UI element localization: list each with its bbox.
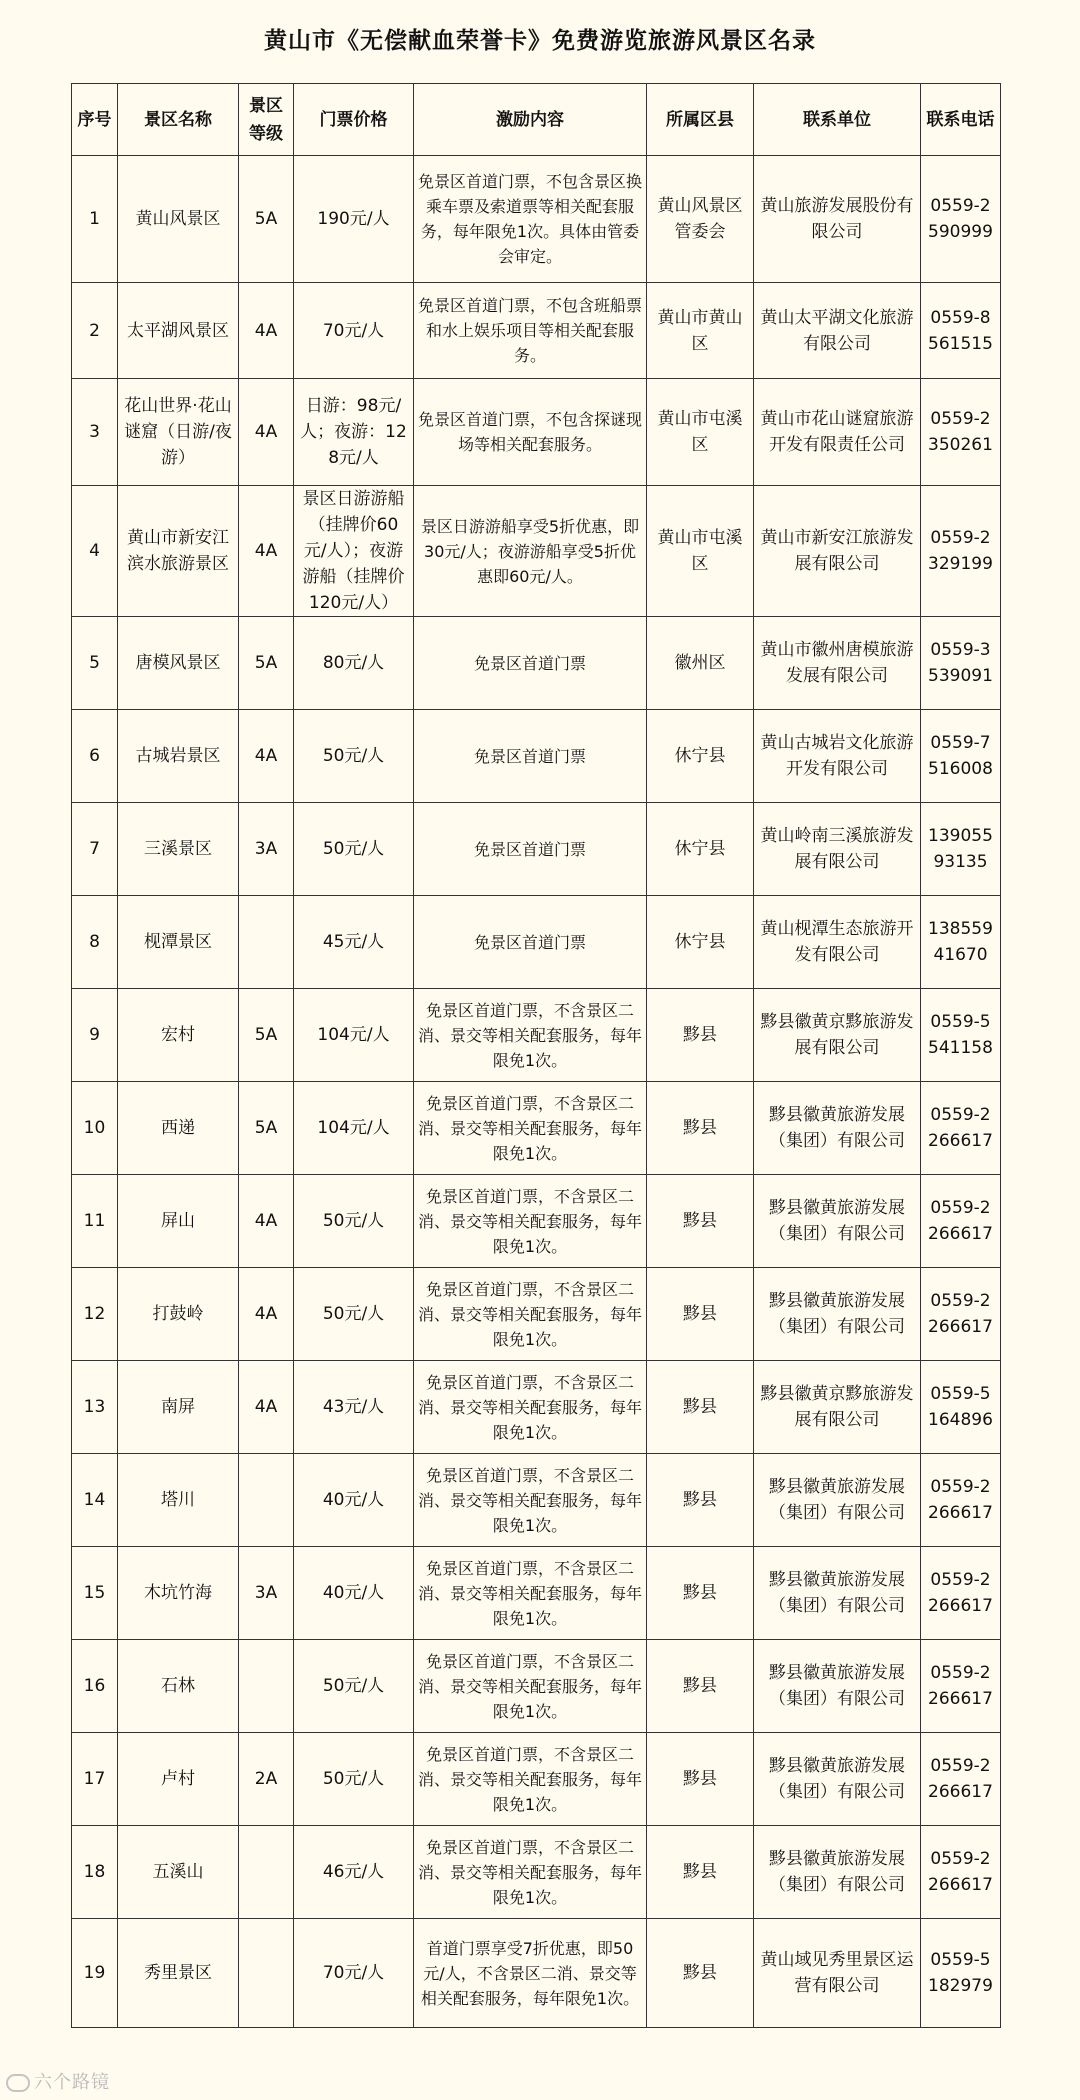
cell-phone: 0559-7516008 [921,710,1001,803]
table-row [72,1454,1001,1547]
cell-unit: 黟县徽黄旅游发展（集团）有限公司 [754,1733,921,1826]
cell-level: 4A [239,710,294,803]
cell-phone: 0559-2266617 [921,1640,1001,1733]
table-row [72,1082,1001,1175]
table-row [72,896,1001,989]
cell-district: 黟县 [647,1175,754,1268]
cell-phone: 13855941670 [921,896,1001,989]
cell-level [239,1640,294,1733]
cell-district: 徽州区 [647,617,754,710]
cell-phone: 0559-2266617 [921,1547,1001,1640]
cell-name: 南屏 [118,1361,239,1454]
cell-phone: 0559-5182979 [921,1919,1001,2028]
cell-phone: 0559-2266617 [921,1082,1001,1175]
cell-district: 黟县 [647,1361,754,1454]
cell-no: 18 [72,1826,118,1919]
cell-reward: 免景区首道门票 [414,896,647,989]
cell-price: 190元/人 [294,156,414,283]
cell-unit: 黟县徽黄旅游发展（集团）有限公司 [754,1082,921,1175]
cell-no: 9 [72,989,118,1082]
cell-district: 休宁县 [647,803,754,896]
cell-reward: 免景区首道门票，不含景区二消、景交等相关配套服务，每年限免1次。 [414,989,647,1082]
cell-phone: 0559-2266617 [921,1454,1001,1547]
cell-price: 日游：98元/人；夜游：128元/人 [294,379,414,486]
cell-phone: 0559-5541158 [921,989,1001,1082]
cell-district: 黟县 [647,1454,754,1547]
cell-unit: 黟县徽黄旅游发展（集团）有限公司 [754,1826,921,1919]
table-row [72,1826,1001,1919]
cell-price: 50元/人 [294,1733,414,1826]
cell-level: 4A [239,486,294,617]
cell-name: 塔川 [118,1454,239,1547]
cell-reward: 首道门票享受7折优惠，即50元/人，不含景区二消、景交等相关配套服务，每年限免1次。 [414,1919,647,2028]
scenic-spot-table [71,83,1001,2028]
cell-district: 黟县 [647,1547,754,1640]
header-reward: 激励内容 [414,84,647,156]
cell-phone: 0559-2266617 [921,1826,1001,1919]
cell-reward: 免景区首道门票，不包含探谜现场等相关配套服务。 [414,379,647,486]
cell-name: 古城岩景区 [118,710,239,803]
cell-district: 休宁县 [647,710,754,803]
cell-no: 5 [72,617,118,710]
table-row [72,989,1001,1082]
cell-district: 黄山市屯溪区 [647,379,754,486]
table-row [72,1547,1001,1640]
table-row [72,803,1001,896]
cell-reward: 景区日游游船享受5折优惠，即30元/人；夜游游船享受5折优惠即60元/人。 [414,486,647,617]
cell-name: 唐模风景区 [118,617,239,710]
cell-district: 黟县 [647,1919,754,2028]
header-level: 景区等级 [239,84,294,156]
cell-phone: 0559-2266617 [921,1268,1001,1361]
cell-unit: 黟县徽黄旅游发展（集团）有限公司 [754,1268,921,1361]
cell-unit: 黄山旅游发展股份有限公司 [754,156,921,283]
cell-no: 3 [72,379,118,486]
cell-reward: 免景区首道门票 [414,617,647,710]
cell-phone: 0559-5164896 [921,1361,1001,1454]
cell-reward: 免景区首道门票，不包含班船票和水上娱乐项目等相关配套服务。 [414,283,647,379]
cell-price: 70元/人 [294,1919,414,2028]
cell-price: 40元/人 [294,1454,414,1547]
cell-phone: 0559-2329199 [921,486,1001,617]
table-row [72,283,1001,379]
cell-level: 5A [239,617,294,710]
cell-no: 11 [72,1175,118,1268]
cell-phone: 0559-3539091 [921,617,1001,710]
cell-name: 屏山 [118,1175,239,1268]
cell-price: 80元/人 [294,617,414,710]
cell-no: 2 [72,283,118,379]
cell-unit: 黟县徽黄京黟旅游发展有限公司 [754,1361,921,1454]
cell-no: 10 [72,1082,118,1175]
cell-name: 花山世界·花山谜窟（日游/夜游） [118,379,239,486]
cell-no: 1 [72,156,118,283]
cell-district: 黟县 [647,1826,754,1919]
cell-price: 50元/人 [294,1640,414,1733]
cell-level: 4A [239,379,294,486]
cell-no: 6 [72,710,118,803]
table-row [72,617,1001,710]
cell-name: 黄山风景区 [118,156,239,283]
cell-unit: 黄山枧潭生态旅游开发有限公司 [754,896,921,989]
cell-name: 石林 [118,1640,239,1733]
cell-name: 秀里景区 [118,1919,239,2028]
cell-level: 3A [239,803,294,896]
cell-phone: 0559-2266617 [921,1733,1001,1826]
cell-level [239,1919,294,2028]
cell-level [239,1826,294,1919]
cell-level [239,1454,294,1547]
cell-unit: 黟县徽黄旅游发展（集团）有限公司 [754,1640,921,1733]
cell-no: 12 [72,1268,118,1361]
header-phone: 联系电话 [921,84,1001,156]
cell-level: 4A [239,1268,294,1361]
cell-name: 木坑竹海 [118,1547,239,1640]
cell-district: 黟县 [647,1733,754,1826]
watermark-text: 六个路镜 [34,2072,110,2093]
header-name: 景区名称 [118,84,239,156]
cell-reward: 免景区首道门票，不含景区二消、景交等相关配套服务，每年限免1次。 [414,1082,647,1175]
cell-unit: 黟县徽黄旅游发展（集团）有限公司 [754,1454,921,1547]
cell-unit: 黄山太平湖文化旅游有限公司 [754,283,921,379]
cell-reward: 免景区首道门票，不含景区二消、景交等相关配套服务，每年限免1次。 [414,1547,647,1640]
cell-no: 17 [72,1733,118,1826]
cell-name: 宏村 [118,989,239,1082]
cell-price: 46元/人 [294,1826,414,1919]
cell-price: 43元/人 [294,1361,414,1454]
cell-district: 黄山风景区管委会 [647,156,754,283]
cell-price: 104元/人 [294,989,414,1082]
cell-reward: 免景区首道门票，不含景区二消、景交等相关配套服务，每年限免1次。 [414,1268,647,1361]
cell-level: 3A [239,1547,294,1640]
cell-district: 黄山市屯溪区 [647,486,754,617]
cell-price: 40元/人 [294,1547,414,1640]
cell-district: 黄山市黄山区 [647,283,754,379]
cell-no: 13 [72,1361,118,1454]
cell-no: 7 [72,803,118,896]
cell-reward: 免景区首道门票，不含景区二消、景交等相关配套服务，每年限免1次。 [414,1361,647,1454]
cell-level: 2A [239,1733,294,1826]
cell-no: 14 [72,1454,118,1547]
cell-no: 4 [72,486,118,617]
cell-reward: 免景区首道门票，不含景区二消、景交等相关配套服务，每年限免1次。 [414,1454,647,1547]
cell-level: 5A [239,156,294,283]
table-row [72,1640,1001,1733]
table-row [72,1733,1001,1826]
cell-unit: 黄山市徽州唐模旅游发展有限公司 [754,617,921,710]
header-district: 所属区县 [647,84,754,156]
cell-no: 15 [72,1547,118,1640]
cell-reward: 免景区首道门票，不包含景区换乘车票及索道票等相关配套服务，每年限免1次。具体由管委会审定。 [414,156,647,283]
cell-unit: 黟县徽黄旅游发展（集团）有限公司 [754,1175,921,1268]
cell-price: 45元/人 [294,896,414,989]
cell-reward: 免景区首道门票，不含景区二消、景交等相关配套服务，每年限免1次。 [414,1640,647,1733]
cell-phone: 13905593135 [921,803,1001,896]
page-title: 黄山市《无偿献血荣誉卡》免费游览旅游风景区名录 [264,28,816,54]
cell-name: 三溪景区 [118,803,239,896]
cell-name: 五溪山 [118,1826,239,1919]
cell-unit: 黄山市新安江旅游发展有限公司 [754,486,921,617]
cell-reward: 免景区首道门票 [414,803,647,896]
cell-reward: 免景区首道门票，不含景区二消、景交等相关配套服务，每年限免1次。 [414,1826,647,1919]
cell-district: 休宁县 [647,896,754,989]
cell-price: 50元/人 [294,1175,414,1268]
table-row [72,710,1001,803]
watermark [6,2068,110,2094]
cell-district: 黟县 [647,1640,754,1733]
watermark-logo-icon [6,2074,30,2092]
cell-phone: 0559-2350261 [921,379,1001,486]
cell-reward: 免景区首道门票 [414,710,647,803]
cell-phone: 0559-2266617 [921,1175,1001,1268]
cell-price: 50元/人 [294,803,414,896]
cell-name: 西递 [118,1082,239,1175]
cell-price: 50元/人 [294,1268,414,1361]
cell-level: 5A [239,989,294,1082]
header-unit: 联系单位 [754,84,921,156]
cell-name: 卢村 [118,1733,239,1826]
cell-unit: 黟县徽黄京黟旅游发展有限公司 [754,989,921,1082]
cell-no: 19 [72,1919,118,2028]
cell-district: 黟县 [647,1082,754,1175]
cell-phone: 0559-2590999 [921,156,1001,283]
cell-unit: 黄山市花山谜窟旅游开发有限责任公司 [754,379,921,486]
table-header-row [72,84,1001,156]
table-body [72,156,1001,2028]
cell-unit: 黄山古城岩文化旅游开发有限公司 [754,710,921,803]
table-row [72,379,1001,486]
cell-name: 黄山市新安江滨水旅游景区 [118,486,239,617]
cell-no: 8 [72,896,118,989]
cell-name: 太平湖风景区 [118,283,239,379]
cell-district: 黟县 [647,1268,754,1361]
cell-price: 50元/人 [294,710,414,803]
header-price: 门票价格 [294,84,414,156]
cell-unit: 黟县徽黄旅游发展（集团）有限公司 [754,1547,921,1640]
cell-price: 104元/人 [294,1082,414,1175]
table-row [72,486,1001,617]
table-row [72,1361,1001,1454]
cell-level: 5A [239,1082,294,1175]
cell-reward: 免景区首道门票，不含景区二消、景交等相关配套服务，每年限免1次。 [414,1733,647,1826]
cell-price: 70元/人 [294,283,414,379]
header-no: 序号 [72,84,118,156]
cell-unit: 黄山岭南三溪旅游发展有限公司 [754,803,921,896]
table-row [72,156,1001,283]
cell-level: 4A [239,283,294,379]
cell-no: 16 [72,1640,118,1733]
cell-unit: 黄山域见秀里景区运营有限公司 [754,1919,921,2028]
cell-phone: 0559-8561515 [921,283,1001,379]
cell-price: 景区日游游船（挂牌价60元/人）；夜游游船（挂牌价120元/人） [294,486,414,617]
cell-name: 打鼓岭 [118,1268,239,1361]
cell-level: 4A [239,1175,294,1268]
table-row [72,1175,1001,1268]
table-row [72,1919,1001,2028]
table-row [72,1268,1001,1361]
cell-name: 枧潭景区 [118,896,239,989]
cell-level: 4A [239,1361,294,1454]
cell-level [239,896,294,989]
cell-district: 黟县 [647,989,754,1082]
cell-reward: 免景区首道门票，不含景区二消、景交等相关配套服务，每年限免1次。 [414,1175,647,1268]
